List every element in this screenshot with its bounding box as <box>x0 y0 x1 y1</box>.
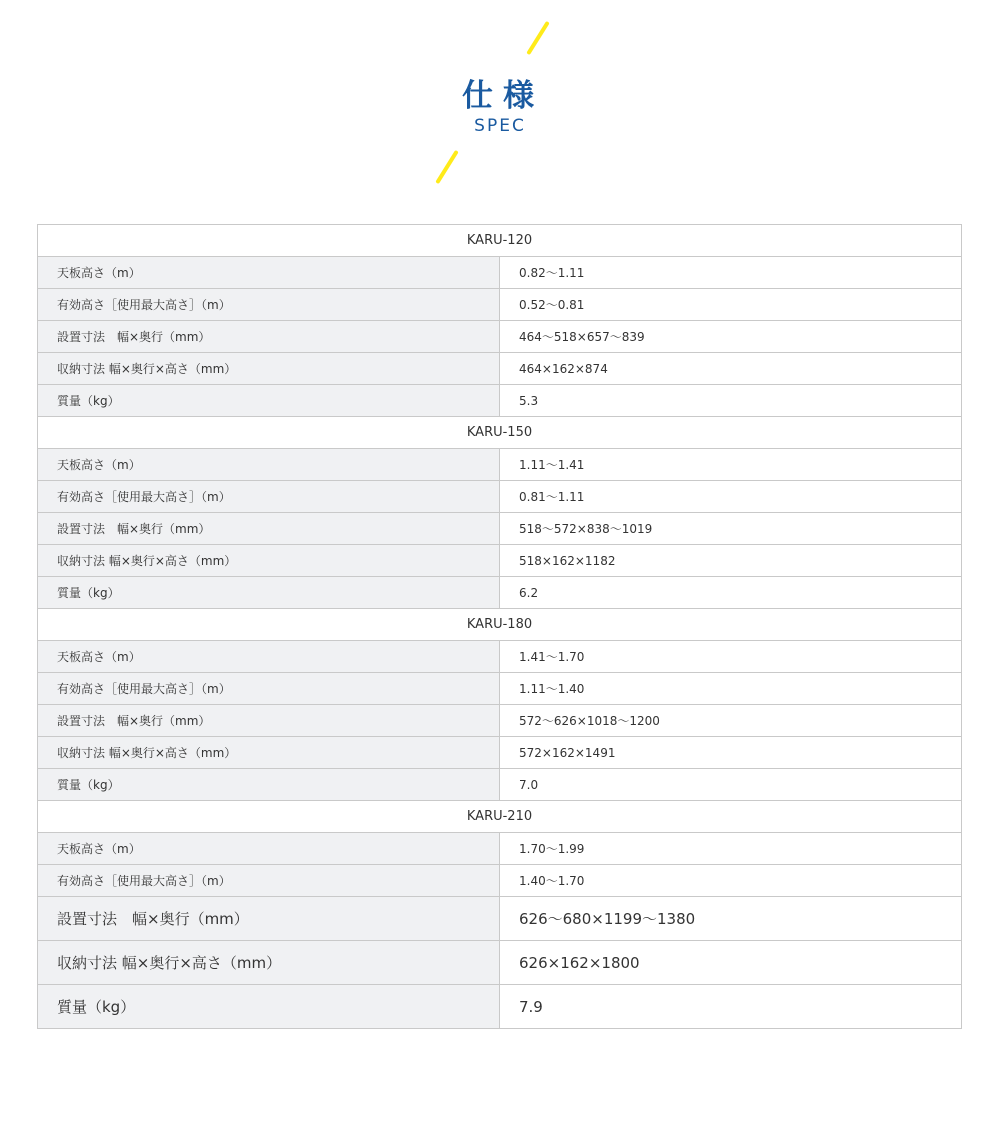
section-header <box>0 0 1000 200</box>
spec-label: 天板高さ（m） <box>38 257 500 289</box>
spec-value: 518×162×1182 <box>500 545 962 577</box>
spec-label: 天板高さ（m） <box>38 449 500 481</box>
spec-value: 1.41〜1.70 <box>500 641 962 673</box>
table-row <box>38 289 962 321</box>
model-header-row <box>38 225 962 257</box>
table-row <box>38 513 962 545</box>
spec-label: 質量（kg） <box>38 985 500 1029</box>
model-name: KARU-210 <box>38 801 962 833</box>
spec-label: 質量（kg） <box>38 385 500 417</box>
spec-value: 464×162×874 <box>500 353 962 385</box>
spec-value: 572〜626×1018〜1200 <box>500 705 962 737</box>
table-row <box>38 673 962 705</box>
spec-label: 質量（kg） <box>38 769 500 801</box>
table-row <box>38 481 962 513</box>
spec-label: 収納寸法 幅×奥行×高さ（mm） <box>38 545 500 577</box>
model-header-row <box>38 801 962 833</box>
table-row <box>38 705 962 737</box>
spec-value: 1.11〜1.41 <box>500 449 962 481</box>
table-row <box>38 865 962 897</box>
decorative-slash-bottom <box>435 150 459 184</box>
table-row <box>38 769 962 801</box>
table-row <box>38 577 962 609</box>
spec-label: 収納寸法 幅×奥行×高さ（mm） <box>38 737 500 769</box>
table-row <box>38 737 962 769</box>
spec-label: 設置寸法 幅×奥行（mm） <box>38 705 500 737</box>
model-name: KARU-150 <box>38 417 962 449</box>
spec-label: 有効高さ［使用最大高さ］（m） <box>38 289 500 321</box>
table-row <box>38 833 962 865</box>
spec-value: 7.0 <box>500 769 962 801</box>
table-row <box>38 641 962 673</box>
spec-value: 626〜680×1199〜1380 <box>500 897 962 941</box>
spec-value: 0.81〜1.11 <box>500 481 962 513</box>
spec-value: 464〜518×657〜839 <box>500 321 962 353</box>
spec-label: 収納寸法 幅×奥行×高さ（mm） <box>38 941 500 985</box>
spec-value: 5.3 <box>500 385 962 417</box>
spec-value: 6.2 <box>500 577 962 609</box>
table-row <box>38 449 962 481</box>
spec-label: 質量（kg） <box>38 577 500 609</box>
table-row <box>38 321 962 353</box>
spec-value: 1.40〜1.70 <box>500 865 962 897</box>
spec-value: 1.70〜1.99 <box>500 833 962 865</box>
section-subtitle: SPEC <box>474 116 526 136</box>
spec-value: 1.11〜1.40 <box>500 673 962 705</box>
table-row <box>38 353 962 385</box>
spec-value: 0.52〜0.81 <box>500 289 962 321</box>
section-title: 仕様 <box>462 78 544 114</box>
table-row <box>38 941 962 985</box>
table-row <box>38 545 962 577</box>
decorative-slash-top <box>526 21 550 55</box>
spec-value: 518〜572×838〜1019 <box>500 513 962 545</box>
table-row <box>38 385 962 417</box>
spec-value: 7.9 <box>500 985 962 1029</box>
spec-value: 0.82〜1.11 <box>500 257 962 289</box>
spec-label: 設置寸法 幅×奥行（mm） <box>38 897 500 941</box>
spec-label: 有効高さ［使用最大高さ］（m） <box>38 865 500 897</box>
model-name: KARU-180 <box>38 609 962 641</box>
spec-label: 収納寸法 幅×奥行×高さ（mm） <box>38 353 500 385</box>
spec-value: 626×162×1800 <box>500 941 962 985</box>
spec-label: 有効高さ［使用最大高さ］（m） <box>38 481 500 513</box>
spec-value: 572×162×1491 <box>500 737 962 769</box>
model-header-row <box>38 609 962 641</box>
model-name: KARU-120 <box>38 225 962 257</box>
table-row <box>38 985 962 1029</box>
spec-label: 設置寸法 幅×奥行（mm） <box>38 321 500 353</box>
spec-label: 天板高さ（m） <box>38 641 500 673</box>
spec-label: 設置寸法 幅×奥行（mm） <box>38 513 500 545</box>
spec-label: 有効高さ［使用最大高さ］（m） <box>38 673 500 705</box>
table-row <box>38 897 962 941</box>
model-header-row <box>38 417 962 449</box>
spec-label: 天板高さ（m） <box>38 833 500 865</box>
table-row <box>38 257 962 289</box>
spec-table <box>37 224 962 1029</box>
